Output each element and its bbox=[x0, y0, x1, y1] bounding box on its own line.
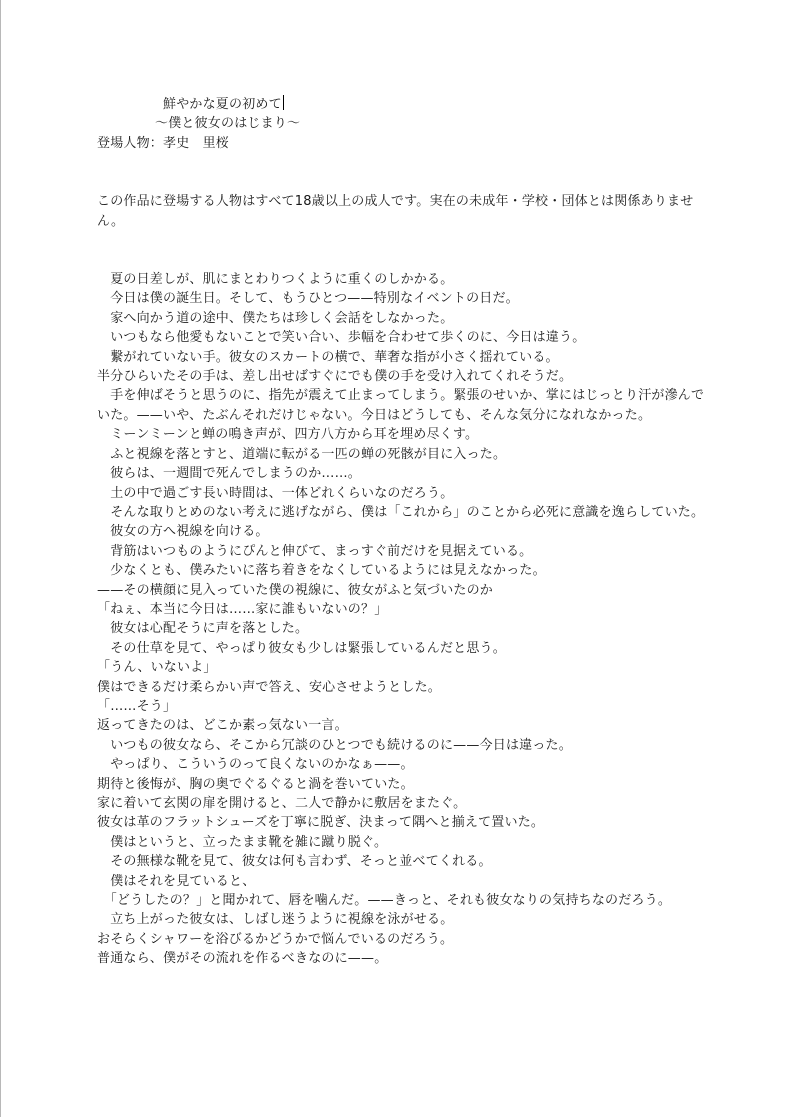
story-paragraph: やっぱり、こういうのって良くないのかなぁ——。 bbox=[97, 757, 414, 773]
story-paragraph: 僕はできるだけ柔らかい声で答え、安心させようとした。 bbox=[97, 679, 441, 695]
story-paragraph: いつもの彼女なら、そこから冗談のひとつでも続けるのに——今日は違った。 bbox=[97, 737, 572, 753]
story-body bbox=[97, 270, 707, 969]
story-paragraph: 「……そう」 bbox=[97, 698, 177, 714]
document-title: 鮮やかな夏の初めて bbox=[163, 97, 282, 112]
story-paragraph: おそらくシャワーを浴びるかどうかで悩んでいるのだろう。 bbox=[97, 931, 454, 947]
document-subtitle: 〜僕と彼女のはじまり〜 bbox=[155, 116, 301, 132]
story-paragraph: 立ち上がった彼女は、しばし迷うように視線を泳がせる。 bbox=[97, 912, 454, 928]
characters-line: 登場人物：孝史 里桜 bbox=[97, 135, 230, 151]
story-paragraph: 少なくとも、僕みたいに落ち着きをなくしているようには見えなかった。 bbox=[97, 563, 546, 579]
story-paragraph: 彼女の方へ視線を向ける。 bbox=[97, 524, 269, 540]
story-paragraph: いつもなら他愛もないことで笑い合い、歩幅を合わせて歩くのに、今日は違う。 bbox=[97, 330, 586, 346]
story-paragraph: 僕はというと、立ったまま靴を雑に蹴り脱ぐ。 bbox=[97, 834, 388, 850]
story-paragraph: 土の中で過ごす長い時間は、一体どれくらいなのだろう。 bbox=[97, 485, 454, 501]
story-paragraph: 半分ひらいたその手は、差し出せばすぐにでも僕の手を受け入れてくれそうだ。 bbox=[97, 369, 573, 385]
story-paragraph: 「ねぇ、本当に今日は……家に誰もいないの？」 bbox=[97, 601, 388, 617]
story-paragraph: その仕草を見て、やっぱり彼女も少しは緊張しているんだと思う。 bbox=[97, 640, 506, 656]
story-paragraph: 背筋はいつものようにぴんと伸びて、まっすぐ前だけを見据えている。 bbox=[97, 543, 533, 559]
story-paragraph: 彼女は革のフラットシューズを丁寧に脱ぎ、決まって隅へと揃えて置いた。 bbox=[97, 815, 545, 831]
story-paragraph: 家へ向かう道の途中、僕たちは珍しく会話をしなかった。 bbox=[97, 310, 454, 326]
disclaimer: この作品に登場する人物はすべて18歳以上の成人です。実在の未成年・学校・団体とは関係ありません。 bbox=[97, 194, 694, 229]
page-left-edge bbox=[0, 0, 1, 1117]
story-paragraph: ふと視線を落とすと、道端に転がる一匹の蝉の死骸が目に入った。 bbox=[97, 446, 507, 462]
story-paragraph: 期待と後悔が、胸の奥でぐるぐると渦を巻いていた。 bbox=[97, 776, 414, 792]
story-paragraph: 家に着いて玄関の扉を開けると、二人で静かに敷居をまたぐ。 bbox=[97, 796, 467, 811]
story-paragraph: ——その横顔に見入っていた僕の視線に、彼女がふと気づいたのか bbox=[97, 582, 494, 598]
story-paragraph: 「うん、いないよ」 bbox=[97, 660, 217, 676]
story-paragraph: 今日は僕の誕生日。そして、もうひとつ——特別なイベントの日だ。 bbox=[97, 291, 519, 307]
story-paragraph: 彼女は心配そうに声を落とした。 bbox=[97, 621, 309, 637]
story-paragraph: そんな取りとめのない考えに逃げながら、僕は「これから」のことから必死に意識を逸らしていた。 bbox=[97, 504, 705, 520]
story-paragraph: 繋がれていない手。彼女のスカートの横で、華奢な指が小さく揺れている。 bbox=[97, 349, 559, 365]
story-paragraph: 夏の日差しが、肌にまとわりつくように重くのしかかる。 bbox=[97, 272, 454, 288]
story-paragraph: 「どうしたの？」と聞かれて、唇を噛んだ。——きっと、それも彼女なりの気持ちなのだろう。 bbox=[97, 893, 672, 909]
title-line bbox=[97, 95, 707, 114]
text-caret bbox=[283, 95, 284, 110]
story-paragraph: 僕はそれを見ていると、 bbox=[97, 873, 256, 889]
story-paragraph: ミーンミーンと蝉の鳴き声が、四方八方から耳を埋め尽くす。 bbox=[97, 427, 479, 443]
story-paragraph: その無様な靴を見て、彼女は何も言わず、そっと並べてくれる。 bbox=[97, 854, 492, 870]
story-paragraph: 返ってきたのは、どこか素っ気ない一言。 bbox=[97, 718, 348, 734]
story-paragraph: 普通なら、僕がその流れを作るべきなのに——。 bbox=[97, 951, 388, 967]
story-paragraph: 彼らは、一週間で死んでしまうのか……。 bbox=[97, 466, 362, 482]
document-page[interactable] bbox=[97, 95, 707, 969]
story-paragraph: 手を伸ばそうと思うのに、指先が震えて止まってしまう。緊張のせいか、掌にはじっとり汗が滲んでいた。——いや、たぶんそれだけじゃない。今日はどうしても、そんな気分になれなかった。 bbox=[97, 388, 705, 423]
